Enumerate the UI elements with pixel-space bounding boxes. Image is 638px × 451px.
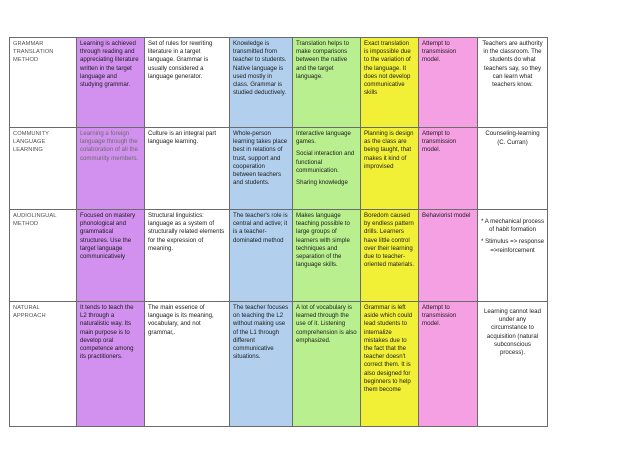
role-of-teacher-cell: Whole-person learning takes place best in relations of trust, support and cooperation between teachers and students.: [230, 128, 293, 210]
note-text: Learning cannot lead under any circumstance to acquisition (natural subconscious process).: [484, 308, 541, 357]
theory-of-learning-cell: Focused on mastery phonological and grammatical structures. Use the target language communicatively: [77, 210, 145, 302]
table-row: [10, 210, 548, 302]
method-name: GRAMMAR TRANSLATION METHOD: [10, 38, 77, 128]
assessment-cell: Planning is design as the class are being taught, that makes it kind of improvised: [361, 128, 419, 210]
assessment-cell: Boredom caused by endless pattern drills. Learners have little control over their learning due to teacher-oriented materials.: [361, 210, 419, 302]
note-text: (C. Curran): [497, 139, 528, 147]
theory-of-language-cell: Structural linguistics: language as a system of structurally related elements for the expression of meaning.: [145, 210, 230, 302]
notes-cell: [478, 38, 548, 128]
assessment-cell: Exact translation is impossible due to the variation of the language. It does not develop communicative skills: [361, 38, 419, 128]
theory-of-learning-cell: Learning is achieved through reading and appreciating literature written in the target language and studying grammar.: [77, 38, 145, 128]
assessment-cell: Grammar is left aside which could lead students to internalize mistakes due to the fact that the teacher doesn't correct them. It is also designed for beginners to help them become: [361, 302, 419, 427]
resources-cell: A lot of vocabulary is learned through the use of it. Listening comprehension is also emphasized.: [293, 302, 361, 427]
theory-of-learning-cell: Learning a foreign language through the colaboration of all the community members.: [77, 128, 145, 210]
table-row: [10, 38, 548, 128]
resources-cell: Makes language teaching possible to large groups of learners with simple techniques and separation of the language skills.: [293, 210, 361, 302]
role-of-teacher-cell: The teacher focuses on teaching the L2 without making use of the L1 through different communicative situations.: [230, 302, 293, 427]
notes-cell: [478, 210, 548, 302]
note-text: Counseling-learning: [485, 130, 540, 137]
resources-cell: Translation helps to make comparisons between the native and the target language.: [293, 38, 361, 128]
theory-of-language-cell: Set of rules for rewriting literature in a target language. Grammar is usually considered a language generator.: [145, 38, 230, 128]
method-name: NATURAL APPROACH: [10, 302, 77, 427]
model-cell: Attempt to transmission model.: [419, 128, 478, 210]
resource-item: Social interaction and functional communication.: [296, 150, 355, 174]
model-cell: Behaviorist model: [419, 210, 478, 302]
model-cell: Attempt to transmission model.: [419, 302, 478, 427]
notes-cell: [478, 128, 548, 210]
resource-item: Interactive language games.: [296, 130, 351, 146]
theory-of-learning-cell: It tends to teach the L2 through a naturalistic way. Its main purpose is to develop oral competence among its practitioners.: [77, 302, 145, 427]
theory-of-language-cell: Culture is an integral part language learning.: [145, 128, 230, 210]
role-of-teacher-cell: Knowledge is transmitted from teacher to students. Native language is used mostly in class. Grammar is studied deductively.: [230, 38, 293, 128]
role-of-teacher-cell: The teacher's role is central and active; it is a teacher-dominated method: [230, 210, 293, 302]
table-row: [10, 302, 548, 427]
method-name: COMMUNITY LANGUAGE LEARNING: [10, 128, 77, 210]
methods-comparison-table: [9, 37, 548, 427]
resources-cell: [293, 128, 361, 210]
model-cell: Attempt to transmission model.: [419, 38, 478, 128]
table-row: [10, 128, 548, 210]
method-name: AUDIOLINGUAL METHOD: [10, 210, 77, 302]
note-text: * A mechanical process of habit formation: [481, 218, 545, 234]
theory-of-language-cell: The main essence of language is its meaning, vocabulary, and not grammar,.: [145, 302, 230, 427]
resource-item: Sharing knowledge: [296, 179, 348, 187]
note-text: Teachers are authority in the classroom. The students do what teachers say, so they can learn what teachers know.: [482, 40, 543, 89]
note-text: * Stimulus => response =>reinforcement: [481, 238, 545, 254]
notes-cell: [478, 302, 548, 427]
